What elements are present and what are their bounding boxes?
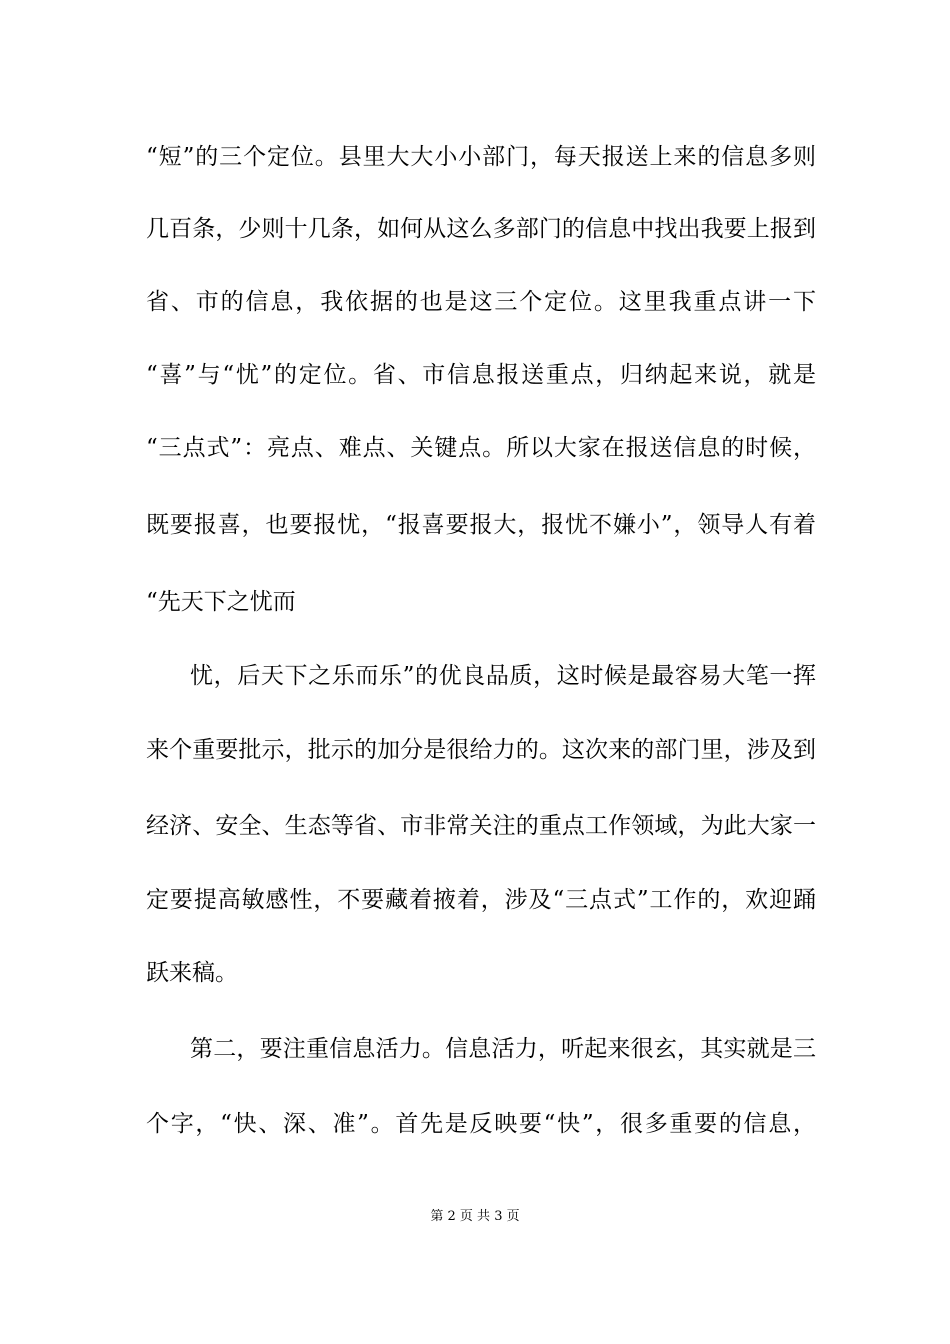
text-line-13: 第二，要注重信息活力。信息活力，听起来很玄，其实就是三	[190, 1036, 816, 1062]
text-line-7: “先天下之忧而	[146, 589, 296, 615]
text-line-8: 忧，后天下之乐而乐”的优良品质，这时候是最容易大笔一挥	[190, 663, 816, 689]
text-line-2: 几百条，少则十几条，如何从这么多部门的信息中找出我要上报到	[146, 216, 816, 242]
text-line-3: 省、市的信息，我依据的也是这三个定位。这里我重点讲一下	[146, 289, 816, 315]
text-line-11: 定要提高敏感性，不要藏着掖着，涉及“三点式”工作的，欢迎踊	[146, 887, 816, 913]
text-line-9: 来个重要批示，批示的加分是很给力的。这次来的部门里，涉及到	[146, 737, 816, 763]
text-line-1: “短”的三个定位。县里大大小小部门，每天报送上来的信息多则	[146, 144, 816, 170]
text-line-12: 跃来稿。	[146, 960, 238, 986]
text-line-5: “三点式”：亮点、难点、关键点。所以大家在报送信息的时候，	[146, 435, 816, 461]
text-line-14: 个字，“快、深、准”。首先是反映要“快”，很多重要的信息，	[146, 1111, 816, 1137]
text-line-10: 经济、安全、生态等省、市非常关注的重点工作领域，为此大家一	[146, 813, 816, 839]
text-line-6: 既要报喜，也要报忧，“报喜要报大，报忧不嫌小”，领导人有着	[146, 512, 816, 538]
page-number-footer: 第 2 页 共 3 页	[430, 1209, 520, 1224]
text-line-4: “喜”与“忧”的定位。省、市信息报送重点，归纳起来说，就是	[146, 362, 816, 388]
